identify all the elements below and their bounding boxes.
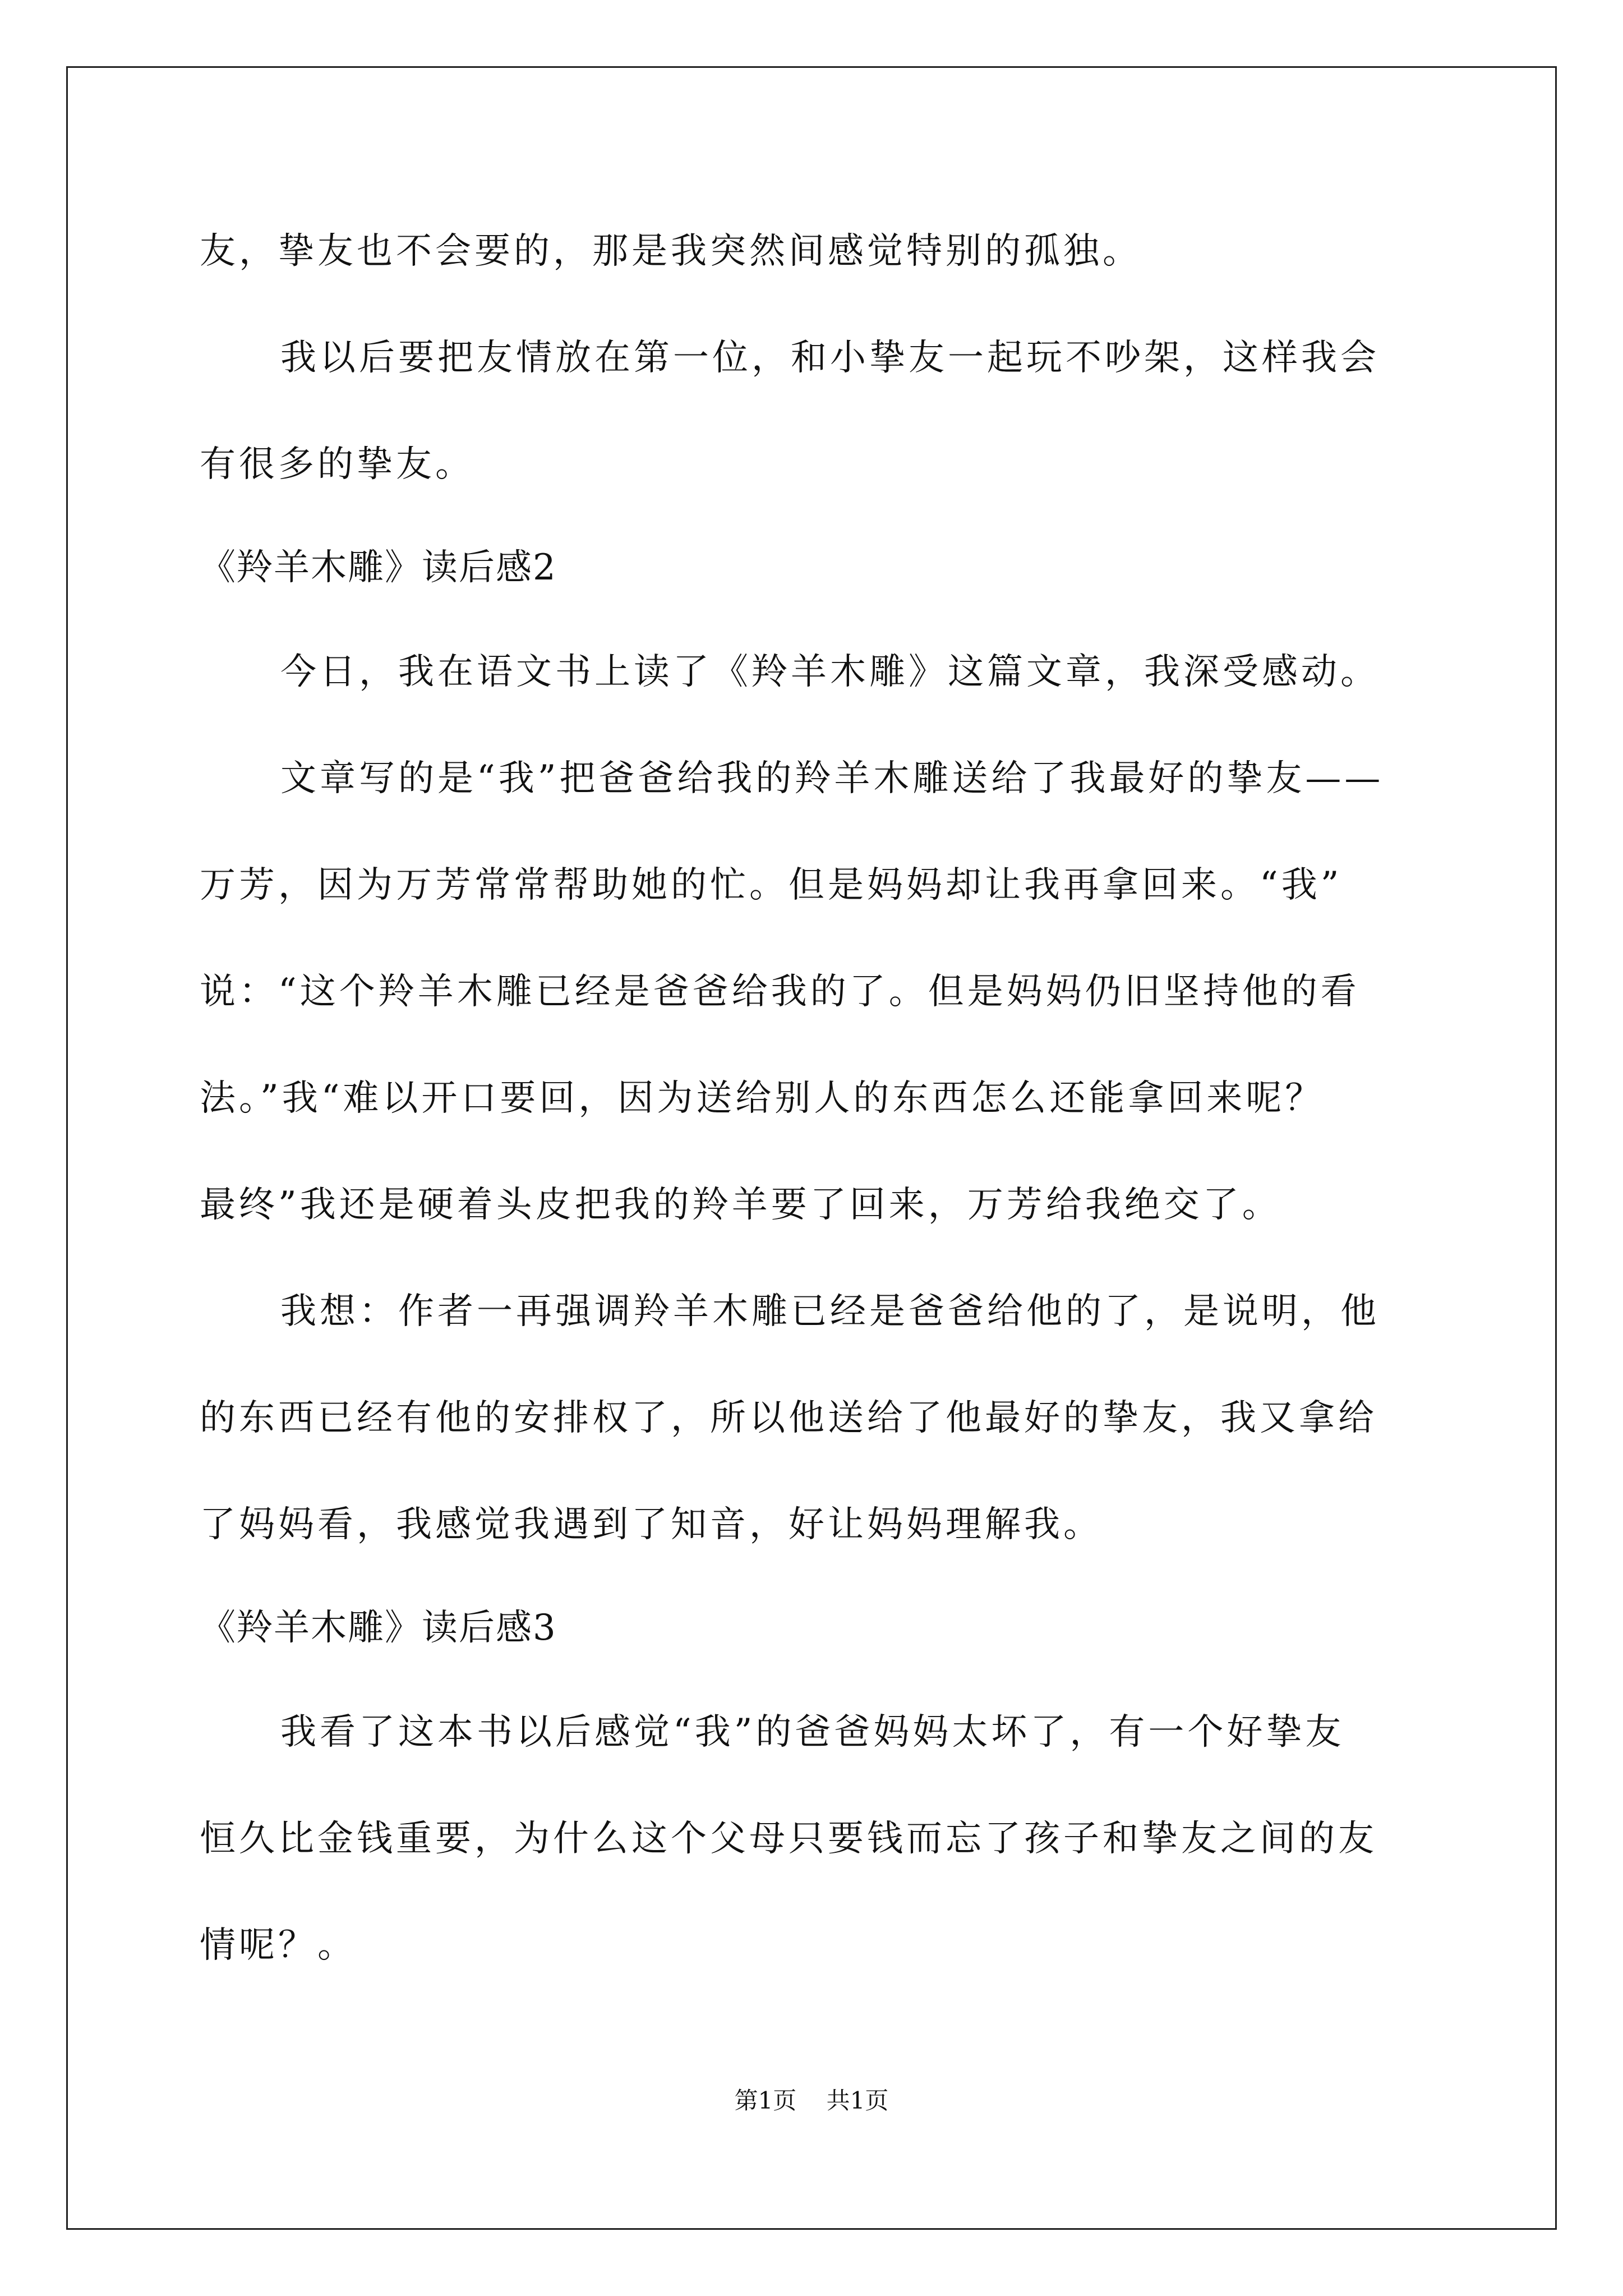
paragraph-line: 情呢？。	[200, 1925, 357, 1966]
paragraph-line: 有很多的挚友。	[200, 444, 474, 485]
paragraph-line: 文章写的是“我”把爸爸给我的羚羊木雕送给了我最好的挚友——	[280, 758, 1384, 799]
paragraph-line: 说：“这个羚羊木雕已经是爸爸给我的了。但是妈妈仍旧坚持他的看	[200, 971, 1360, 1013]
page-number-footer: 第1页 共1页	[734, 2087, 889, 2114]
paragraph-line: 最终”我还是硬着头皮把我的羚羊要了回来，万芳给我绝交了。	[200, 1184, 1281, 1226]
page-border	[66, 66, 1557, 2230]
paragraph-line: 我想：作者一再强调羚羊木雕已经是爸爸给他的了，是说明，他	[280, 1291, 1380, 1332]
paragraph-line: 法。”我“难以开口要回，因为送给别人的东西怎么还能拿回来呢？	[200, 1078, 1325, 1119]
paragraph-line: 我看了这本书以后感觉“我”的爸爸妈妈太坏了，有一个好挚友	[280, 1711, 1345, 1753]
paragraph-line: 了妈妈看，我感觉我遇到了知音，好让妈妈理解我。	[200, 1504, 1103, 1545]
paragraph-line: 今日，我在语文书上读了《羚羊木雕》这篇文章，我深受感动。	[280, 651, 1380, 693]
paragraph-line: 恒久比金钱重要，为什么这个父母只要钱而忘了孩子和挚友之间的友	[200, 1818, 1377, 1860]
section-heading: 《羚羊木雕》读后感2	[200, 547, 557, 588]
paragraph-line: 友，挚友也不会要的，那是我突然间感觉特别的孤独。	[200, 231, 1142, 272]
section-heading: 《羚羊木雕》读后感3	[200, 1607, 557, 1649]
paragraph-line: 我以后要把友情放在第一位，和小挚友一起玩不吵架，这样我会	[280, 337, 1380, 379]
paragraph-line: 万芳，因为万芳常常帮助她的忙。但是妈妈却让我再拿回来。“我”	[200, 864, 1343, 906]
paragraph-line: 的东西已经有他的安排权了，所以他送给了他最好的挚友，我又拿给	[200, 1397, 1377, 1439]
